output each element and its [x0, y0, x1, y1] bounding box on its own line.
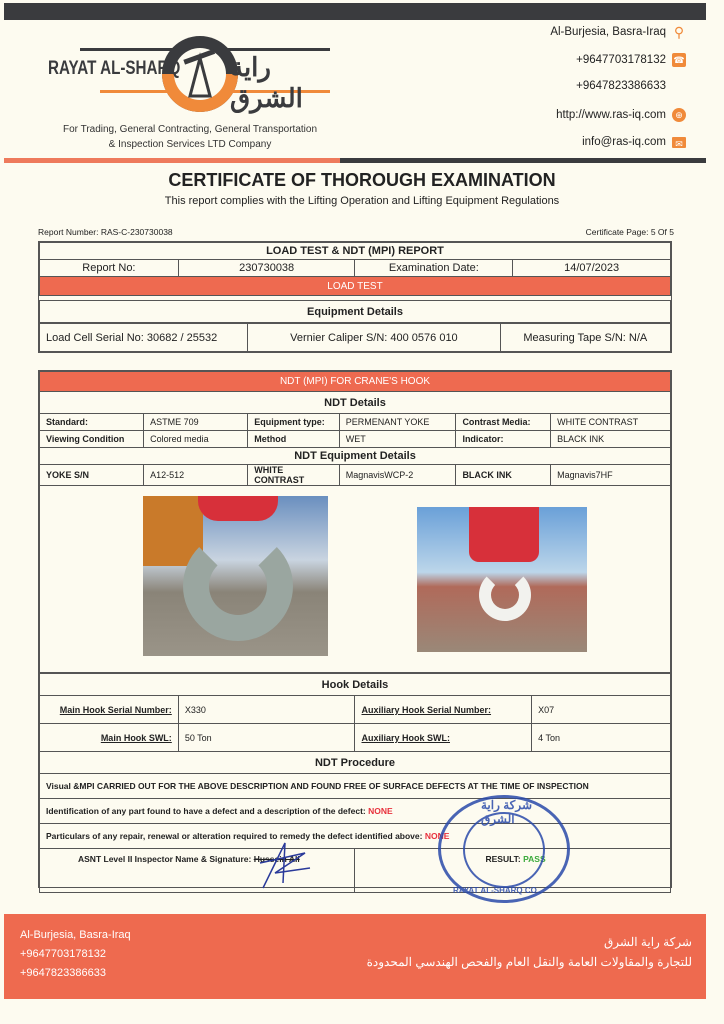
email-link[interactable]: info@ras-iq.com — [582, 136, 666, 148]
main-hook-swl-label: Main Hook SWL: — [100, 732, 172, 743]
white-contrast-value: MagnavisWCP-2 — [339, 465, 456, 486]
footer-phone-1: +9647703178132 — [20, 948, 106, 960]
contact-phone-2 — [576, 80, 666, 92]
globe-icon: ⊕ — [672, 108, 686, 122]
stamp-text-en: RAYAT AL-SHARQ CO. — [453, 886, 540, 895]
aux-hook-serial-value: X07 — [532, 696, 671, 724]
phone-1-text[interactable]: +9647703178132 — [576, 54, 666, 66]
tape-serial: Measuring Tape S/N: N/A — [500, 324, 670, 352]
page-title: CERTIFICATE OF THOROUGH EXAMINATION — [168, 170, 556, 190]
standard-value: ASTME 709 — [144, 414, 248, 431]
tagline-line-1: For Trading, General Contracting, General Transportation — [62, 124, 318, 135]
repair-label: Particulars of any repair, renewal or alteration required to remedy the defect identified above: — [46, 831, 425, 841]
hook-details-heading: Hook Details — [40, 674, 671, 696]
phone-icon: ☎ — [673, 55, 685, 65]
yoke-value: A12-512 — [144, 465, 248, 486]
result-value: PASS — [523, 854, 546, 864]
caliper-serial: Vernier Caliper S/N: 400 0576 010 — [248, 324, 500, 352]
contrast-media-value: WHITE CONTRAST — [551, 414, 671, 431]
tagline-line-2: & Inspection Services LTD Company — [108, 139, 272, 150]
main-hook-photo — [143, 496, 328, 656]
repair-value: NONE — [424, 831, 450, 841]
ndt-equipment-heading: NDT Equipment Details — [40, 448, 671, 465]
aux-hook-swl-label: Auxiliary Hook SWL: — [361, 732, 450, 743]
black-ink-value: Magnavis7HF — [551, 465, 671, 486]
aux-hook-swl-value: 4 Ton — [532, 724, 671, 752]
inspector-name: Hussein Ali — [253, 854, 300, 864]
footer-phone-2: +9647823386633 — [20, 967, 106, 979]
exam-date-label: Examination Date: — [355, 260, 513, 277]
contact-address — [550, 25, 686, 39]
main-hook-serial-label: Main Hook Serial Number: — [59, 704, 172, 715]
main-hook-serial-value: X330 — [178, 696, 355, 724]
page-subtitle: This report complies with the Lifting Operation and Lifting Equipment Regulations — [164, 195, 560, 207]
divider-dark — [340, 158, 706, 163]
indicator-value: BLACK INK — [551, 431, 671, 448]
black-ink-label: BLACK INK — [456, 465, 551, 486]
stamp-text-ar: شركة راية الشرق — [481, 798, 533, 826]
ndt-section — [38, 370, 672, 888]
main-hook-swl-value: 50 Ton — [178, 724, 355, 752]
equipment-type-value: PERMENANT YOKE — [339, 414, 456, 431]
address-text: Al-Burjesia, Basra-Iraq — [550, 26, 666, 38]
footer-address: Al-Burjesia, Basra-Iraq — [20, 929, 131, 941]
footer-ar-desc: للتجارة والمقاولات العامة والنقل العام والفحص الهندسي المحدودة — [366, 955, 692, 969]
contact-website — [556, 108, 686, 122]
phone-2-text[interactable]: +9647823386633 — [576, 80, 666, 92]
standard-label: Standard: — [40, 414, 144, 431]
defect-row — [40, 799, 671, 824]
company-name-ar: راية الشرق — [230, 52, 303, 113]
company-tagline — [40, 122, 340, 152]
inspector-label: ASNT Level II Inspector Name & Signature: — [78, 854, 254, 864]
method-value: WET — [339, 431, 456, 448]
procedure-text: Visual &MPI CARRIED OUT FOR THE ABOVE DESCRIPTION AND FOUND FREE OF SURFACE DEFECTS AT THE TIME OF INSPECTION — [40, 774, 671, 799]
repair-row — [40, 824, 671, 849]
ndt-procedure-heading: NDT Procedure — [40, 752, 671, 774]
footer — [4, 914, 706, 999]
load-cell-serial: Load Cell Serial No: 30682 / 25532 — [40, 324, 248, 352]
contact-phone-1 — [576, 53, 686, 67]
ndt-details-heading: NDT Details — [40, 392, 671, 414]
method-label: Method — [248, 431, 339, 448]
viewing-condition-label: Viewing Condition — [40, 431, 144, 448]
company-stamp — [438, 795, 570, 903]
ndt-heading: NDT (MPI) FOR CRANE'S HOOK — [40, 372, 671, 392]
company-logo — [40, 24, 340, 124]
report-no-label: Report No: — [40, 260, 179, 277]
footer-arabic — [367, 932, 692, 972]
contact-email — [582, 136, 686, 148]
top-bar — [4, 3, 706, 20]
result-label: RESULT: — [485, 854, 524, 864]
yoke-label: YOKE S/N — [40, 465, 144, 486]
aux-hook-serial-label: Auxiliary Hook Serial Number: — [361, 704, 492, 715]
hook-photos — [40, 486, 671, 673]
location-pin-icon: ⚲ — [673, 24, 685, 40]
certificate-page: Certificate Page: 5 Of 5 — [585, 227, 674, 237]
load-test-section-bar: LOAD TEST — [40, 277, 671, 296]
equipment-details-heading: Equipment Details — [40, 301, 671, 323]
company-name-en: RAYAT AL-SHARQ — [48, 58, 181, 79]
defect-label: Identification of any part found to have a defect and a description of the defect: — [46, 806, 369, 816]
email-icon: ✉ — [672, 137, 686, 148]
load-test-table — [38, 241, 672, 353]
report-no-value: 230730038 — [178, 260, 355, 277]
contrast-media-label: Contrast Media: — [456, 414, 551, 431]
indicator-label: Indicator: — [456, 431, 551, 448]
inspector-signature — [255, 838, 315, 893]
auxiliary-hook-photo — [417, 507, 587, 652]
defect-value: NONE — [368, 806, 393, 816]
divider-orange — [4, 158, 340, 163]
footer-ar-name: شركة راية الشرق — [603, 935, 692, 949]
footer-contacts — [20, 926, 131, 983]
report-number: Report Number: RAS-C-230730038 — [38, 227, 173, 237]
white-contrast-label: WHITE CONTRAST — [248, 465, 339, 486]
equipment-type-label: Equipment type: — [248, 414, 339, 431]
website-link[interactable]: http://www.ras-iq.com — [556, 109, 666, 121]
load-test-heading: LOAD TEST & NDT (MPI) REPORT — [40, 243, 671, 260]
exam-date-value: 14/07/2023 — [513, 260, 671, 277]
viewing-condition-value: Colored media — [144, 431, 248, 448]
